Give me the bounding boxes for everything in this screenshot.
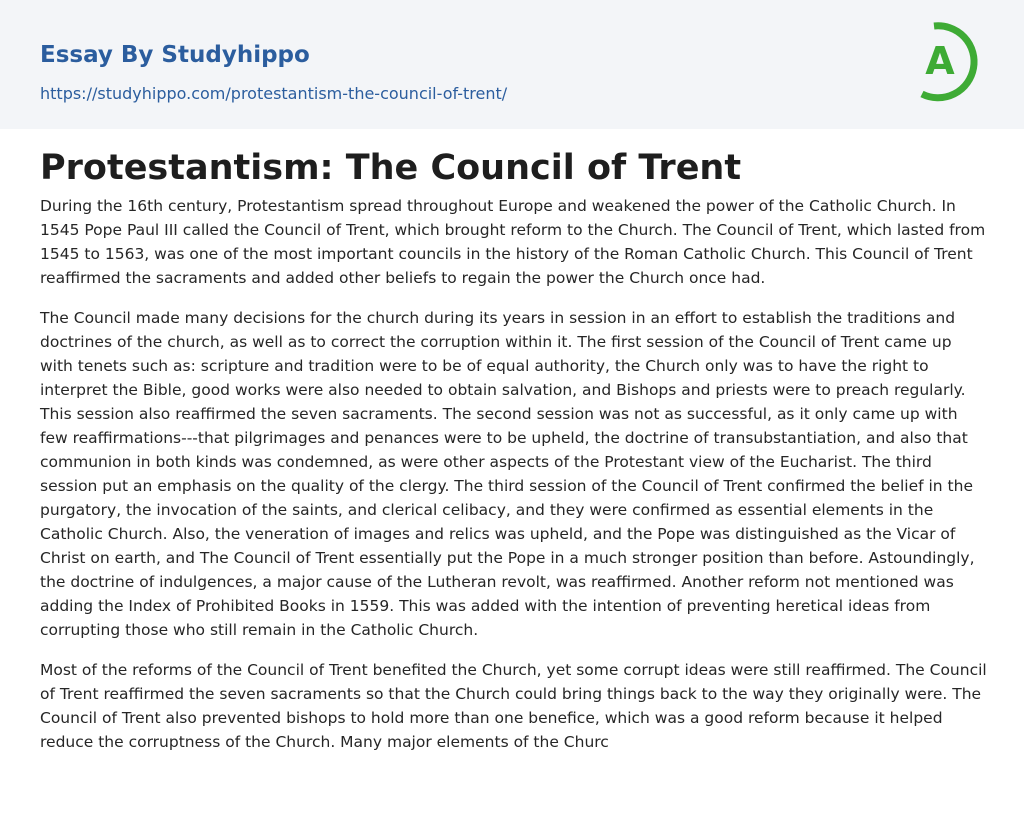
- essay-paragraph: The Council made many decisions for the church during its years in session in an effort to establish the traditions and doctrines of the church, as well as to correct the corruption within it. The first session of the Council of Trent came up with tenets such as: scripture and tradition were to be of equal authority, the Church only was to have the right to interpret the Bible, good works were also needed to obtain salvation, and Bishops and priests were to preach regularly. This session also reaffirmed the seven sacraments. The second session was not as successful, as it only came up with few reaffirmations---that pilgrimages and penances were to be upheld, the doctrine of transubstantiation, and also that communion in both kinds was condemned, as were other aspects of the Protestant view of the Eucharist. The third session put an emphasis on the quality of the clergy. The third session of the Council of Trent confirmed the belief in the purgatory, the invocation of the saints, and clerical celibacy, and they were confirmed as essential elements in the Catholic Church. Also, the veneration of images and relics was upheld, and the Pope was distinguished as the Vicar of Christ on earth, and The Council of Trent essentially put the Pope in a much stronger position than before. Astoundingly, the doctrine of indulgences, a major cause of the Lutheran revolt, was reaffirmed. Another reform not mentioned was adding the Index of Prohibited Books in 1559. This was added with the intention of preventing heretical ideas from corrupting those who still remain in the Catholic Church.: [40, 309, 975, 639]
- essay-title: Protestantism: The Council of Trent: [40, 148, 742, 188]
- essay-body: [40, 194, 988, 770]
- essay-paragraph: Most of the reforms of the Council of Trent benefited the Church, yet some corrupt ideas were still reaffirmed. The Council of Trent reaffirmed the seven sacraments so that the Church could bring things back to the way they originally were. The Council of Trent also prevented bishops to hold more than one benefice, which was a good reform because it helped reduce the corruptness of the Church. Many major elements of the Churc: [40, 661, 987, 751]
- logo-letter: A: [925, 39, 955, 83]
- essay-paragraph: During the 16th century, Protestantism spread throughout Europe and weakened the power of the Catholic Church. In 1545 Pope Paul III called the Council of Trent, which brought reform to the Church. The Council of Trent, which lasted from 1545 to 1563, was one of the most important councils in the history of the Roman Catholic Church. This Council of Trent reaffirmed the sacraments and added other beliefs to regain the power the Church once had.: [40, 197, 986, 287]
- brand-title[interactable]: Essay By Studyhippo: [40, 42, 310, 68]
- studyhippo-logo[interactable]: [912, 20, 986, 104]
- essay-url-link[interactable]: https://studyhippo.com/protestantism-the-council-of-trent/: [40, 84, 508, 103]
